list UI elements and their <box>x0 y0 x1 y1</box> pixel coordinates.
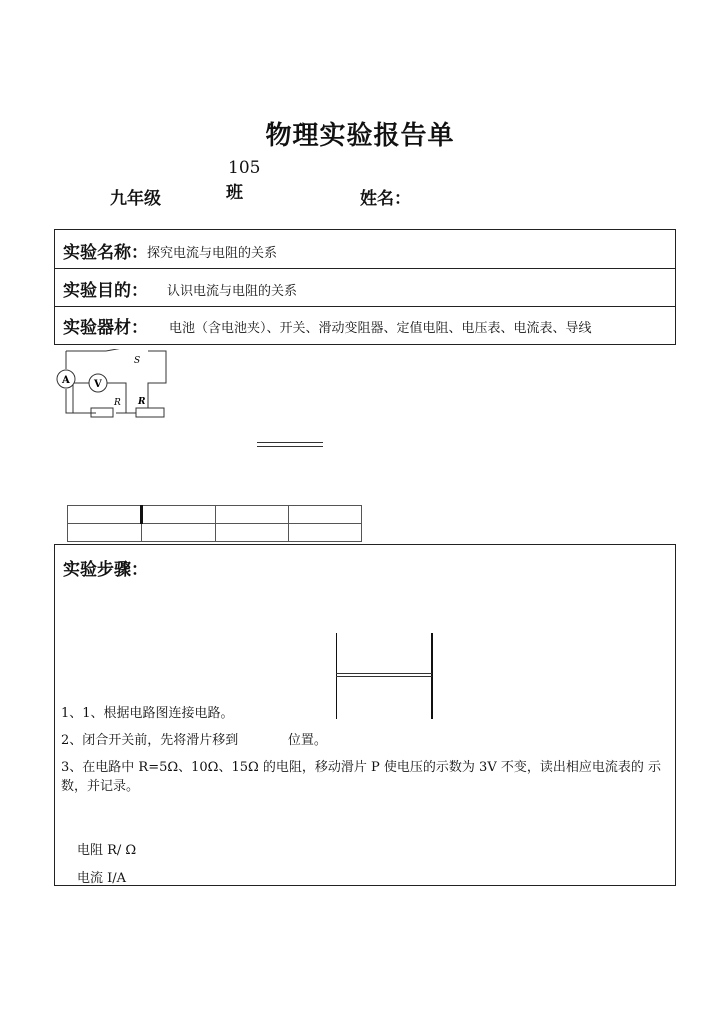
switch-label: S <box>134 356 141 366</box>
resistor-label: R <box>114 398 121 408</box>
experiment-equipment-row <box>55 307 675 345</box>
experiment-purpose-value: 认识电流与电阻的关系 <box>167 284 298 299</box>
experiment-name-row <box>55 230 675 269</box>
blank-line-decoration <box>257 442 323 447</box>
info-table <box>54 229 676 345</box>
experiment-name-label: 实验名称： <box>63 243 148 263</box>
ammeter-label: A <box>62 375 70 386</box>
experiment-purpose-row <box>55 268 675 307</box>
experiment-purpose-label: 实验目的： <box>63 281 148 301</box>
name-label: 姓名： <box>360 189 411 209</box>
resistance-label: 电阻 R/ Ω <box>77 843 137 858</box>
steps-section <box>54 544 676 886</box>
class-number: 105 <box>228 158 261 178</box>
sliding-rheostat-diagram <box>336 633 432 719</box>
steps-label: 实验步骤： <box>63 560 148 580</box>
page-title: 物理实验报告单 <box>265 121 455 151</box>
class-label: 班 <box>226 183 243 203</box>
experiment-name-value: 探究电流与电阻的关系 <box>147 246 278 261</box>
grade-label: 九年级 <box>110 189 161 209</box>
step-2: 2、闭合开关前，先将滑片移到 位置。 <box>61 733 327 748</box>
current-label: 电流 I/A <box>77 871 127 886</box>
step-3: 3、在电路中 R=5Ω、10Ω、15Ω 的电阻，移动滑片 P 使电压的示数为 3V 不变，读出相应电流表的 示数，并记录。 <box>61 760 661 794</box>
voltmeter-label: V <box>94 379 102 390</box>
experiment-equipment-label: 实验器材： <box>63 318 148 338</box>
step-1: 1、1、根据电路图连接电路。 <box>61 706 234 721</box>
circuit-diagram <box>56 349 176 421</box>
rheostat-label: R <box>138 397 146 407</box>
data-table-stub <box>67 505 362 542</box>
experiment-equipment-value: 电池（含电池夹）、开关、滑动变阻器、定值电阻、电压表、电流表、导线 <box>169 321 592 336</box>
